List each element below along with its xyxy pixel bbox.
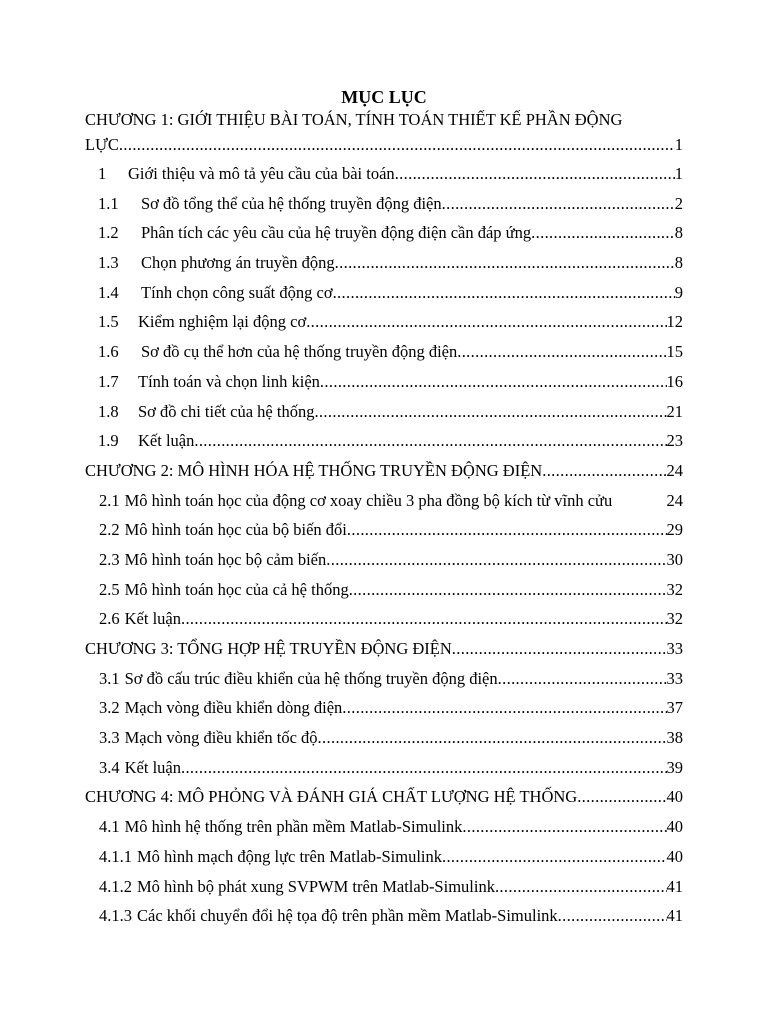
toc-entry-number: 1.8	[98, 401, 119, 421]
toc-entry-page: 41	[666, 906, 683, 926]
leader-dots	[306, 311, 666, 333]
toc-entry-3-4[interactable]	[0, 753, 768, 783]
toc-entry-4-1-1[interactable]	[0, 842, 768, 872]
toc-entry-2-5[interactable]	[0, 575, 768, 605]
toc-entry-page: 8	[674, 253, 683, 273]
leader-dots	[347, 519, 667, 541]
leader-dots	[442, 846, 667, 868]
toc-entry-number: 2.2	[99, 520, 120, 540]
leader-dots	[442, 193, 675, 215]
toc-entry-number: 1.3	[98, 253, 119, 273]
toc-entry-page: 2	[674, 193, 683, 213]
toc-entry-page: 40	[666, 846, 683, 866]
toc-entry-1-3[interactable]	[0, 248, 768, 278]
toc-entry-title: Kết luận	[138, 431, 195, 451]
leader-dots	[542, 460, 666, 482]
toc-entry-2-6[interactable]	[0, 604, 768, 634]
leader-dots	[119, 134, 675, 156]
toc-entry-title: Sơ đồ chi tiết của hệ thống	[138, 401, 315, 421]
toc-entry-number: 1.7	[98, 371, 119, 391]
toc-entry-title: CHƯƠNG 2: MÔ HÌNH HÓA HỆ THỐNG TRUYỀN ĐỘNG ĐIỆN	[85, 460, 543, 480]
toc-entry-title: Các khối chuyển đổi hệ tọa độ trên phần mềm Matlab-Simulink	[137, 906, 558, 926]
toc-entry-page: 12	[666, 312, 683, 332]
toc-entry-number: 1.6	[98, 342, 119, 362]
toc-entry-chapter-1[interactable]	[0, 108, 768, 159]
toc-entry-1-4[interactable]	[0, 278, 768, 308]
toc-entry-2-2[interactable]	[0, 515, 768, 545]
toc-entry-number: 1.4	[98, 282, 119, 302]
toc-entry-number: 3.4	[99, 757, 120, 777]
toc-entry-1-9[interactable]	[0, 426, 768, 456]
toc-entry-page: 21	[666, 401, 683, 421]
toc-entry-number: 2.1	[99, 490, 120, 510]
toc-entry-page: 15	[666, 342, 683, 362]
toc-entry-title: Chọn phương án truyền động	[141, 253, 335, 273]
toc-entry-page: 33	[666, 639, 683, 658]
leader-dots	[326, 549, 666, 571]
toc-entry-title: CHƯƠNG 4: MÔ PHỎNG VÀ ĐÁNH GIÁ CHẤT LƯỢNG HỆ THỐNG	[85, 787, 578, 807]
leader-dots	[342, 697, 666, 719]
toc-entry-chapter-3[interactable]	[0, 634, 768, 664]
toc-entry-page: 39	[666, 757, 683, 777]
leader-dots	[333, 282, 675, 304]
toc-entry-title: Kết luận	[124, 609, 181, 629]
leader-dots	[558, 905, 667, 927]
toc-entry-title: Sơ đồ cụ thể hơn của hệ thống truyền động điện	[141, 342, 458, 362]
toc-entry-3-1[interactable]	[0, 664, 768, 694]
toc-entry-number: 3.2	[99, 698, 120, 718]
toc-entry-title: Mô hình toán học của động cơ xoay chiều 3 pha đồng bộ kích từ vĩnh cửu	[124, 490, 613, 510]
leader-dots	[531, 222, 675, 244]
leader-dots	[498, 668, 667, 690]
toc-entry-title: Mô hình toán học của bộ biến đổi	[124, 520, 347, 540]
toc-entry-4-1-3[interactable]	[0, 901, 768, 931]
toc-entry-page: 24	[666, 490, 683, 510]
leader-dots	[318, 727, 667, 749]
toc-entry-page: 41	[666, 876, 683, 896]
toc-entry-page: 23	[666, 431, 683, 451]
toc-entry-page: 40	[666, 817, 683, 837]
toc-entry-1-7[interactable]	[0, 367, 768, 397]
toc-entry-1-8[interactable]	[0, 397, 768, 427]
leader-dots	[194, 430, 666, 452]
leader-dots	[320, 371, 667, 393]
toc-entry-title: Sơ đồ tổng thể của hệ thống truyền động điện	[141, 193, 442, 213]
toc-entry-number: 2.3	[99, 549, 120, 569]
leader-dots	[181, 608, 667, 630]
toc-entry-number: 4.1	[99, 817, 120, 837]
toc-entry-title: Mô hình mạch động lực trên Matlab-Simulink	[137, 846, 442, 866]
toc-entry-page: 33	[666, 668, 683, 688]
leader-dots	[457, 341, 666, 363]
toc-entry-title: CHƯƠNG 3: TỔNG HỢP HỆ TRUYỀN ĐỘNG ĐIỆN	[85, 639, 452, 658]
leader-dots	[395, 163, 675, 185]
toc-entry-1-2[interactable]	[0, 218, 768, 248]
toc-entry-page: 38	[666, 728, 683, 748]
toc-entry-page: 24	[666, 460, 683, 480]
toc-entry-number: 1.9	[98, 431, 119, 451]
toc-entry-number: 1	[98, 164, 107, 183]
toc-entry-number: 3.1	[99, 668, 120, 688]
toc-entry-number: 1.2	[98, 223, 119, 243]
toc-entry-title: Mô hình bộ phát xung SVPWM trên Matlab-Simulink	[137, 876, 495, 896]
toc-entry-number: 2.5	[99, 579, 120, 599]
toc-entry-page: 37	[666, 698, 683, 718]
leader-dots	[452, 638, 667, 660]
leader-dots	[462, 816, 666, 838]
toc-entry-number: 4.1.1	[99, 846, 132, 866]
toc-entry-page: 32	[666, 609, 683, 629]
toc-entry-chapter-2[interactable]	[0, 456, 768, 486]
table-of-contents	[0, 108, 768, 931]
toc-entry-number: 2.6	[99, 609, 120, 629]
toc-entry-title: Mô hình hệ thống trên phần mềm Matlab-Simulink	[124, 817, 463, 837]
toc-entry-number: 3.3	[99, 728, 120, 748]
toc-entry-number: 4.1.3	[99, 906, 132, 926]
toc-entry-title: Mô hình toán học của cả hệ thống	[124, 579, 349, 599]
toc-entry-number: 1.5	[98, 312, 119, 332]
toc-entry-title: Mạch vòng điều khiển tốc độ	[124, 728, 318, 748]
toc-entry-title: Tính toán và chọn linh kiện	[138, 371, 320, 391]
toc-entry-title: Mô hình toán học bộ cảm biến	[124, 549, 327, 569]
toc-entry-3-2[interactable]	[0, 693, 768, 723]
toc-entry-title: Mạch vòng điều khiển dòng điện	[124, 698, 343, 718]
toc-entry-1-1[interactable]	[0, 189, 768, 219]
toc-entry-2-3[interactable]	[0, 545, 768, 575]
toc-entry-page: 32	[666, 579, 683, 599]
toc-entry-page: 16	[666, 371, 683, 391]
toc-entry-number: 4.1.2	[99, 876, 132, 896]
toc-entry-title-line1: CHƯƠNG 1: GIỚI THIỆU BÀI TOÁN, TÍNH TOÁN THIẾT KẾ PHẦN ĐỘNG	[85, 110, 623, 129]
leader-dots	[495, 876, 667, 898]
toc-entry-1[interactable]	[0, 159, 768, 189]
toc-entry-3-3[interactable]	[0, 723, 768, 753]
toc-entry-page: 1	[674, 164, 683, 183]
toc-entry-page: 1	[674, 135, 683, 154]
toc-entry-title: Kiểm nghiệm lại động cơ	[138, 312, 307, 332]
leader-dots	[314, 401, 666, 423]
toc-entry-title: Tính chọn công suất động cơ	[141, 282, 333, 302]
toc-entry-page: 30	[666, 549, 683, 569]
leader-dots	[335, 252, 675, 274]
toc-entry-title: Giới thiệu và mô tả yêu cầu của bài toán	[128, 164, 395, 183]
toc-entry-1-5[interactable]	[0, 307, 768, 337]
leader-dots	[577, 786, 666, 808]
toc-entry-chapter-4[interactable]	[0, 782, 768, 812]
toc-entry-title: Kết luận	[124, 757, 181, 777]
toc-title: MỤC LỤC	[341, 87, 427, 107]
toc-entry-page: 40	[666, 787, 683, 807]
toc-entry-page: 9	[674, 282, 683, 302]
toc-entry-4-1[interactable]	[0, 812, 768, 842]
toc-entry-4-1-2[interactable]	[0, 872, 768, 902]
leader-dots	[181, 757, 667, 779]
toc-entry-title: LỰC	[85, 135, 119, 154]
toc-entry-page: 29	[666, 520, 683, 540]
toc-entry-page: 8	[674, 223, 683, 243]
toc-entry-1-6[interactable]	[0, 337, 768, 367]
toc-entry-title: Sơ đồ cấu trúc điều khiển của hệ thống truyền động điện	[124, 668, 498, 688]
toc-entry-2-1[interactable]	[0, 486, 768, 516]
toc-entry-number: 1.1	[98, 193, 119, 213]
leader-dots	[349, 579, 667, 601]
toc-entry-title: Phân tích các yêu cầu của hệ truyền động điện cần đáp ứng	[141, 223, 532, 243]
